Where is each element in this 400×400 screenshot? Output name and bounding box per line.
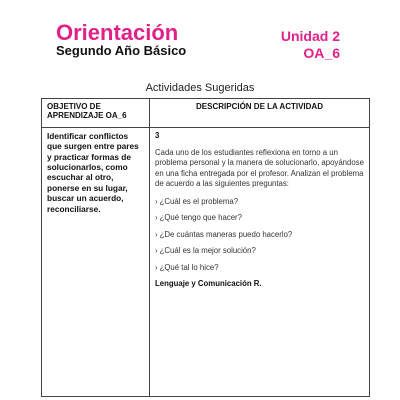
description-cell — [150, 128, 370, 397]
chevron-right-icon: › — [155, 213, 158, 223]
question-text: ¿De cuántas maneras puedo hacerlo? — [159, 229, 293, 239]
chevron-right-icon: › — [155, 196, 158, 206]
subject-connection: Lenguaje y Comunicación R. — [155, 279, 262, 289]
question-item — [155, 197, 364, 208]
table-header-row — [42, 99, 370, 128]
page-subtitle: Segundo Año Básico — [56, 43, 187, 58]
question-text: ¿Qué tengo que hacer? — [159, 213, 242, 223]
question-text: ¿Cuál es el problema? — [159, 196, 239, 206]
question-text: ¿Cuál es la mejor solución? — [159, 246, 256, 256]
oa-label: OA_6 — [303, 44, 340, 61]
objective-column-header: OBJETIVO DE APRENDIZAJE OA_6 — [42, 99, 150, 128]
activity-number: 3 — [155, 131, 160, 140]
activities-table — [41, 98, 370, 397]
question-text: ¿Qué tal lo hice? — [159, 262, 219, 272]
section-title: Actividades Sugeridas — [145, 82, 255, 94]
question-item — [155, 213, 364, 224]
unit-info — [281, 28, 340, 62]
chevron-right-icon: › — [155, 229, 158, 239]
unit-label: Unidad 2 — [280, 28, 340, 44]
question-item — [155, 246, 364, 257]
activity-description: Cada uno de los estudiantes reflexiona en torno a un problema personal y la manera de solucionarlo, apoyándose en una ficha entregada por el profesor. Analizan el problema de acuerdo a las siguientes preguntas: — [155, 147, 364, 189]
chevron-right-icon: › — [155, 262, 158, 272]
table-row — [42, 128, 370, 397]
description-column-header: DESCRIPCIÓN DE LA ACTIVIDAD — [150, 99, 370, 128]
question-item — [155, 263, 364, 274]
question-item — [155, 230, 364, 241]
page-title: Orientación — [56, 20, 179, 45]
chevron-right-icon: › — [155, 246, 158, 256]
objective-cell: Identificar conflictos que surgen entre pares y practicar formas de solucionarlos, como escuchar al otro, ponerse en su lugar, buscar un acuerdo, reconciliarse. — [42, 128, 150, 397]
